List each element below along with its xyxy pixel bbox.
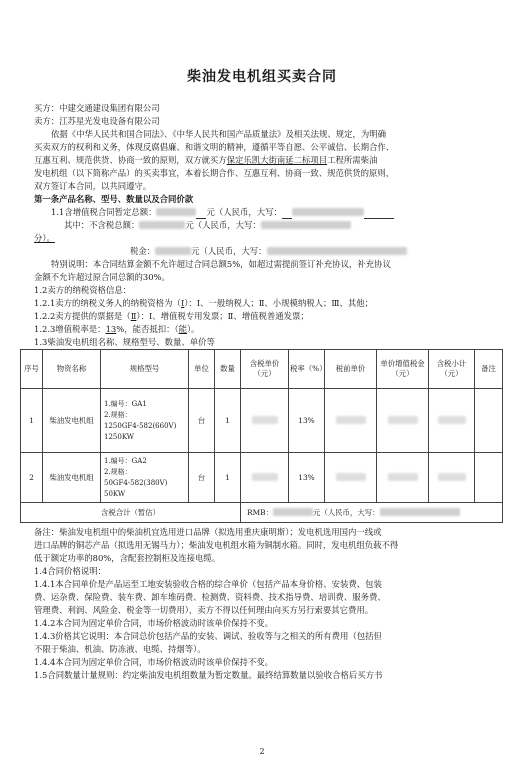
th-remark: 备注 xyxy=(475,350,503,389)
intro-line-5: 双方签订本合同，以共同遵守。 xyxy=(34,181,152,191)
section-1-5: 1.5合同数量计量规则：约定柴油发电机组数量为暂定数量。最终结算数量以验收合格后买方书 xyxy=(34,670,383,680)
seller-line: 卖方：江苏星光发电设备有限公司 xyxy=(34,116,160,126)
project-name: 保定乐凯大街南延二标项目 xyxy=(226,155,328,165)
section-1-2-1: 1.2.1卖方的纳税义务人的纳税资格为（Ⅰ）：Ⅰ、一般纳税人；Ⅱ、小规模纳税人；Ⅲ、其他； xyxy=(34,298,374,308)
section-1-4-1-a: 1.4.1本合同单价是产品运至工地安装验收合格的综合单价（包括产品本身价格、安装费、包装 xyxy=(34,579,382,589)
section-1-3: 1.3柴油发电机组名称、规格型号、数量、单价等 xyxy=(34,337,215,347)
section-1-2-2: 1.2.2卖方提供的票据是（Ⅱ）：Ⅰ、增值税专用发票；Ⅱ、增值税普通发票； xyxy=(34,311,309,321)
redacted-amount xyxy=(156,208,196,216)
product-table xyxy=(20,349,503,523)
redacted-pretax xyxy=(139,221,185,229)
th-qty: 数量 xyxy=(215,350,241,389)
intro-line-1: 依据《中华人民共和国合同法》、《中华人民共和国产品质量法》及相关法规、规定，为明确 xyxy=(51,129,386,139)
contract-title: 柴油发电机组买卖合同 xyxy=(187,69,337,85)
section-1-heading: 第一条产品名称、型号、数量以及合同价款 xyxy=(34,194,194,204)
intro-line-4: 发电机组（以下简称产品）的买卖事宜，本着长期合作、互惠互利、协商一致、规范供货的原则， xyxy=(34,168,395,178)
intro-line-2: 买卖双方的权利和义务，体现反腐倡廉、和谐文明的精神，遵循平等自愿、公平诚信、长期合作、 xyxy=(34,142,395,152)
redacted-tax-words xyxy=(267,247,407,255)
note-line-1: 特别说明：本合同结算金额不允许超过合同总额5%，如超过需提前签订补充协议，补充协议 xyxy=(51,259,391,269)
section-1-4-4: 1.4.4本合同为固定单价合同，市场价格波动时该单价保持不变。 xyxy=(34,657,274,667)
redacted-total xyxy=(273,508,313,516)
buyer-line: 买方：中建交通建设集团有限公司 xyxy=(34,103,160,113)
redacted-cell xyxy=(438,473,466,481)
redacted-total-words xyxy=(380,508,460,516)
tax-line: 税金： 元（人民币，大写： xyxy=(34,245,490,258)
section-1-4-3-b: 不限于柴油、机油、防冻液、电缆、持烟等）。 xyxy=(34,644,206,654)
th-rate: 税率（%） xyxy=(289,350,325,389)
table-total-row: 含税合计（暂估） RMB： 元（人民币，大写： xyxy=(21,503,503,523)
table-row: 2 柴油发电机组 1.编号：GA2 2.规格： 50GF4-582(380V) 50KW 台 1 13% xyxy=(21,453,503,503)
section-1-4-1-c: 管理费、利润、风险金、税金等一切费用），卖方不得以任何理由向买方另行索要其它费用。 xyxy=(34,605,374,615)
redacted-cell xyxy=(336,416,366,424)
redacted-cell xyxy=(252,416,278,424)
section-1-4-1-b: 费、运杂费、保险费、装车费、卸车堆码费、检测费、资料费、技术指导费、培训费、服务费、 xyxy=(34,592,386,602)
th-no: 序号 xyxy=(21,350,43,389)
remark-line-2: 进口品牌的铜芯产品（拟选用无锡马力）；柴油发电机组水箱为铜制水箱。同时，发电机组负载不得 xyxy=(34,540,399,550)
section-1-4: 1.4合同价格说明： xyxy=(34,566,106,576)
section-1-2-3: 1.2.3增值税率是：13%，能否抵扣：（能）。 xyxy=(34,324,200,334)
pretax-amount-line: 其中：不含税总额： 元（人民币，大写： xyxy=(34,219,490,232)
th-vat: 单价增值税金（元） xyxy=(377,350,429,389)
table-header-row xyxy=(21,350,503,389)
th-price: 含税单价（元） xyxy=(241,350,289,389)
redacted-tax xyxy=(155,247,191,255)
redacted-pretax-words xyxy=(261,221,351,229)
page-number: 2 xyxy=(259,747,265,756)
redacted-cell xyxy=(252,473,278,481)
th-name: 物资名称 xyxy=(43,350,101,389)
section-1-4-2: 1.4.2本合同为固定单价合同，市场价格波动时该单价保持不变。 xyxy=(34,618,274,628)
section-1-2: 1.2卖方的纳税资格信息： xyxy=(34,285,132,295)
th-subtotal: 含税小计（元） xyxy=(429,350,475,389)
remark-line-1: 备注：柴油发电机组中的柴油机宜选用进口品牌（拟选用重庆康明斯）；发电机选用国内一线或 xyxy=(34,527,382,537)
total-label: 含税合计（暂估） xyxy=(21,503,241,523)
th-unit: 单位 xyxy=(189,350,215,389)
th-spec: 规格型号 xyxy=(101,350,189,389)
section-1-4-3-a: 1.4.3价格其它说明：本合同总价包括产品的安装、调试、验收等与之相关的所有费用（包括但 xyxy=(34,631,382,641)
redacted-cell xyxy=(438,416,466,424)
intro-line-3: 互惠互利、规范供货、协商一致的原则，双方就买方保定乐凯大街南延二标项目工程所需柴油 xyxy=(34,155,378,165)
remark-line-3: 低于额定功率的80%，含配套控制柜及连接电缆。 xyxy=(34,553,221,563)
th-pretax: 税前单价 xyxy=(325,350,377,389)
contract-page xyxy=(0,66,524,764)
redacted-amount-words xyxy=(292,208,364,216)
redacted-cell xyxy=(388,473,418,481)
table-row: 1 柴油发电机组 1.编号：GA1 2.规格： 1250GF4-582(660V) 1250KW 台 1 13% xyxy=(21,389,503,453)
total-amount-line: 1.1含增值税合同暂定总额： 元（人民币，大写： xyxy=(34,206,490,219)
note-line-2: 金额不允许超过原合同总额的30%。 xyxy=(34,272,170,282)
pretax-end-line: 分）。 xyxy=(34,233,55,243)
redacted-cell xyxy=(388,416,418,424)
redacted-cell xyxy=(336,473,366,481)
